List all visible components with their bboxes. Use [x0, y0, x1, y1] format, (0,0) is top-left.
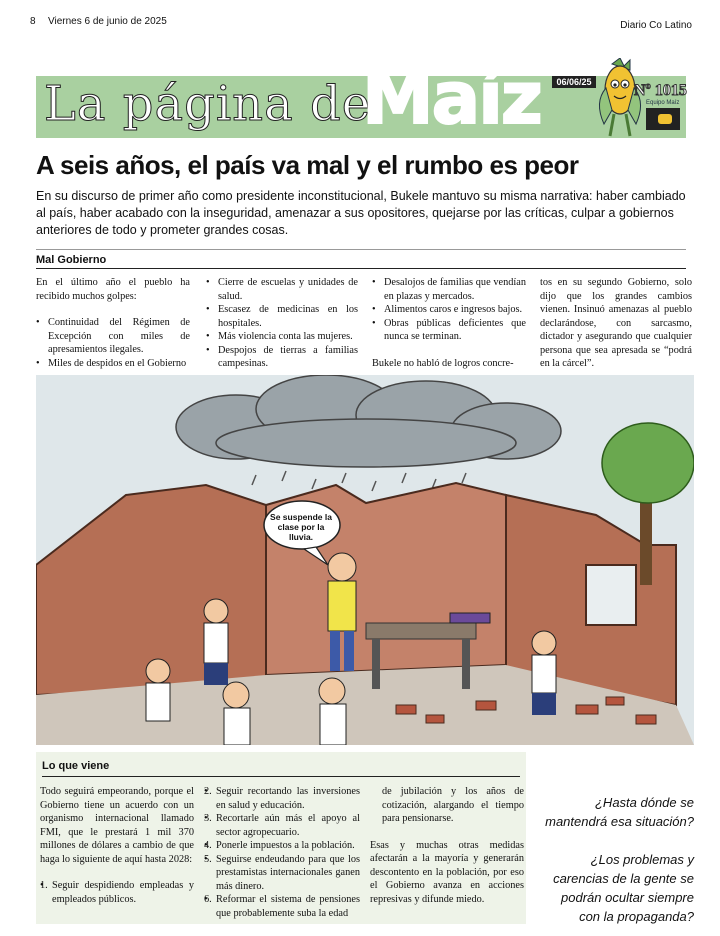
list-item: • Cierre de escuelas y unidades de salud.	[206, 276, 358, 303]
list-item	[204, 812, 360, 839]
item-text: Reformar el sistema de pensiones que probablemente suba la edad	[216, 894, 360, 919]
item-text: Seguir recortando las inversiones en salud y educación.	[216, 786, 360, 811]
equipo-maiz-logo	[646, 100, 686, 136]
section-heading-mal-gobierno: Mal Gobierno	[36, 254, 107, 266]
masthead-title-main: Maíz	[362, 56, 541, 140]
list-item: • Más violencia conta las mujeres.	[206, 330, 358, 344]
masthead-title-prefix: La página de	[44, 76, 372, 132]
team-label: Equipo Maíz	[646, 100, 680, 106]
column-4	[540, 276, 692, 371]
closing-question-2: ¿Los problemas y carencias de la gente se podrán ocultar siempre con la propaganda?	[553, 852, 694, 924]
section2-intro: Todo seguirá empeorando, porque el Gobierno tiene un acuerdo con un organismo internacional llamado FMI, que le prestará 1 mil 370 millones de dólares a cambio de que haga lo siguiente de aquí hasta 2028:	[40, 786, 194, 865]
paragraph: de jubilación y los años de cotización, alargando el tiempo para pensionarse.	[382, 786, 524, 824]
item-number: • 6.	[204, 894, 212, 905]
list-item	[204, 893, 360, 920]
paragraph: tos en su segundo Gobierno, solo dijo que los grandes cambios vienen. Insinuó amenazas al pueblo declarándose, con sarcasmo, dictador y asegurando que cualquier persona que sea apresada se “podrá en la cárcel”.	[540, 277, 692, 369]
page-number: 8	[30, 16, 36, 27]
item-text: Ponerle impuestos a la población.	[216, 840, 355, 851]
item-number: • 3.	[204, 813, 212, 824]
editorial-cartoon	[36, 375, 694, 745]
list-item: • Alimentos caros e ingresos bajos.	[372, 303, 526, 317]
bullet-list-c	[372, 276, 526, 344]
speech-bubble-text: Se suspende la clase por la lluvia.	[270, 512, 332, 542]
divider	[36, 249, 686, 250]
paragraph: Esas y muchas otras medidas afectarán a la mayoría y generarán descontento en la población, por eso el Gobierno avanza en acciones represivas y difunde miedo.	[370, 839, 524, 905]
list-item: • Obras públicas deficientes que nunca se terminan.	[372, 317, 526, 344]
item-number: • 4.	[204, 840, 212, 851]
list-item	[204, 839, 360, 853]
column-3	[372, 276, 526, 370]
bullet-list-b	[206, 276, 358, 371]
list-item: • Continuidad del Régimen de Excepción con miles de apresamientos ilegales.	[36, 316, 190, 357]
list-item	[204, 785, 360, 812]
paragraph: Bukele no habló de logros concre-	[372, 357, 514, 369]
column-1	[36, 276, 190, 370]
lede-paragraph: En su discurso de primer año como presidente inconstitucional, Bukele mantuvo su misma narrativa: haber cambiado al país, haber acabado con la inseguridad, amenazar a sus opositores, quejarse por las críticas, culpar a gobiernos anteriores de todo y prometer grandes cosas.	[36, 189, 686, 237]
list-item: • Escasez de medicinas en los hospitales.	[206, 303, 358, 330]
viene-column-1	[40, 785, 194, 906]
item-text: Recortarle aún más el apoyo al sector agropecuario.	[216, 813, 360, 838]
headline: A seis años, el país va mal y el rumbo es peor	[36, 150, 579, 180]
numbered-list	[40, 879, 194, 906]
section-heading-lo-que-viene: Lo que viene	[42, 760, 110, 772]
numbered-list	[204, 785, 360, 920]
closing-question-1: ¿Hasta dónde se mantendrá esa situación?	[545, 795, 694, 829]
issue-date: Viernes 6 de junio de 2025	[48, 16, 167, 27]
list-item: • Desalojos de familias que vendían en plazas y mercados.	[372, 276, 526, 303]
newspaper-name: Diario Co Latino	[620, 20, 692, 31]
divider	[42, 776, 520, 777]
item-number: • 1.	[40, 880, 48, 891]
wall-window	[586, 565, 636, 625]
date-badge: 06/06/25	[552, 76, 596, 88]
section1-intro: En el último año el pueblo ha recibido muchos golpes:	[36, 277, 190, 302]
viene-column-2	[204, 785, 360, 920]
team-logo-icon	[646, 108, 680, 130]
item-text: Seguir despidiendo empleadas y empleados públicos.	[52, 880, 194, 905]
list-item	[40, 879, 194, 906]
bullet-list-a	[36, 316, 190, 370]
column-2	[206, 276, 358, 371]
list-item: • Despojos de tierras a familias campesinas.	[206, 344, 358, 371]
list-item	[204, 853, 360, 894]
item-number: • 2.	[204, 786, 212, 797]
viene-column-3	[370, 785, 524, 906]
item-number: • 5.	[204, 853, 212, 865]
divider	[36, 268, 686, 269]
list-item: • Miles de despidos en el Gobierno	[36, 357, 190, 371]
item-text: Seguirse endeudando para que los prestamistas internacionales ganen más dinero.	[216, 853, 360, 892]
issue-number: Nº 1015	[634, 82, 687, 99]
